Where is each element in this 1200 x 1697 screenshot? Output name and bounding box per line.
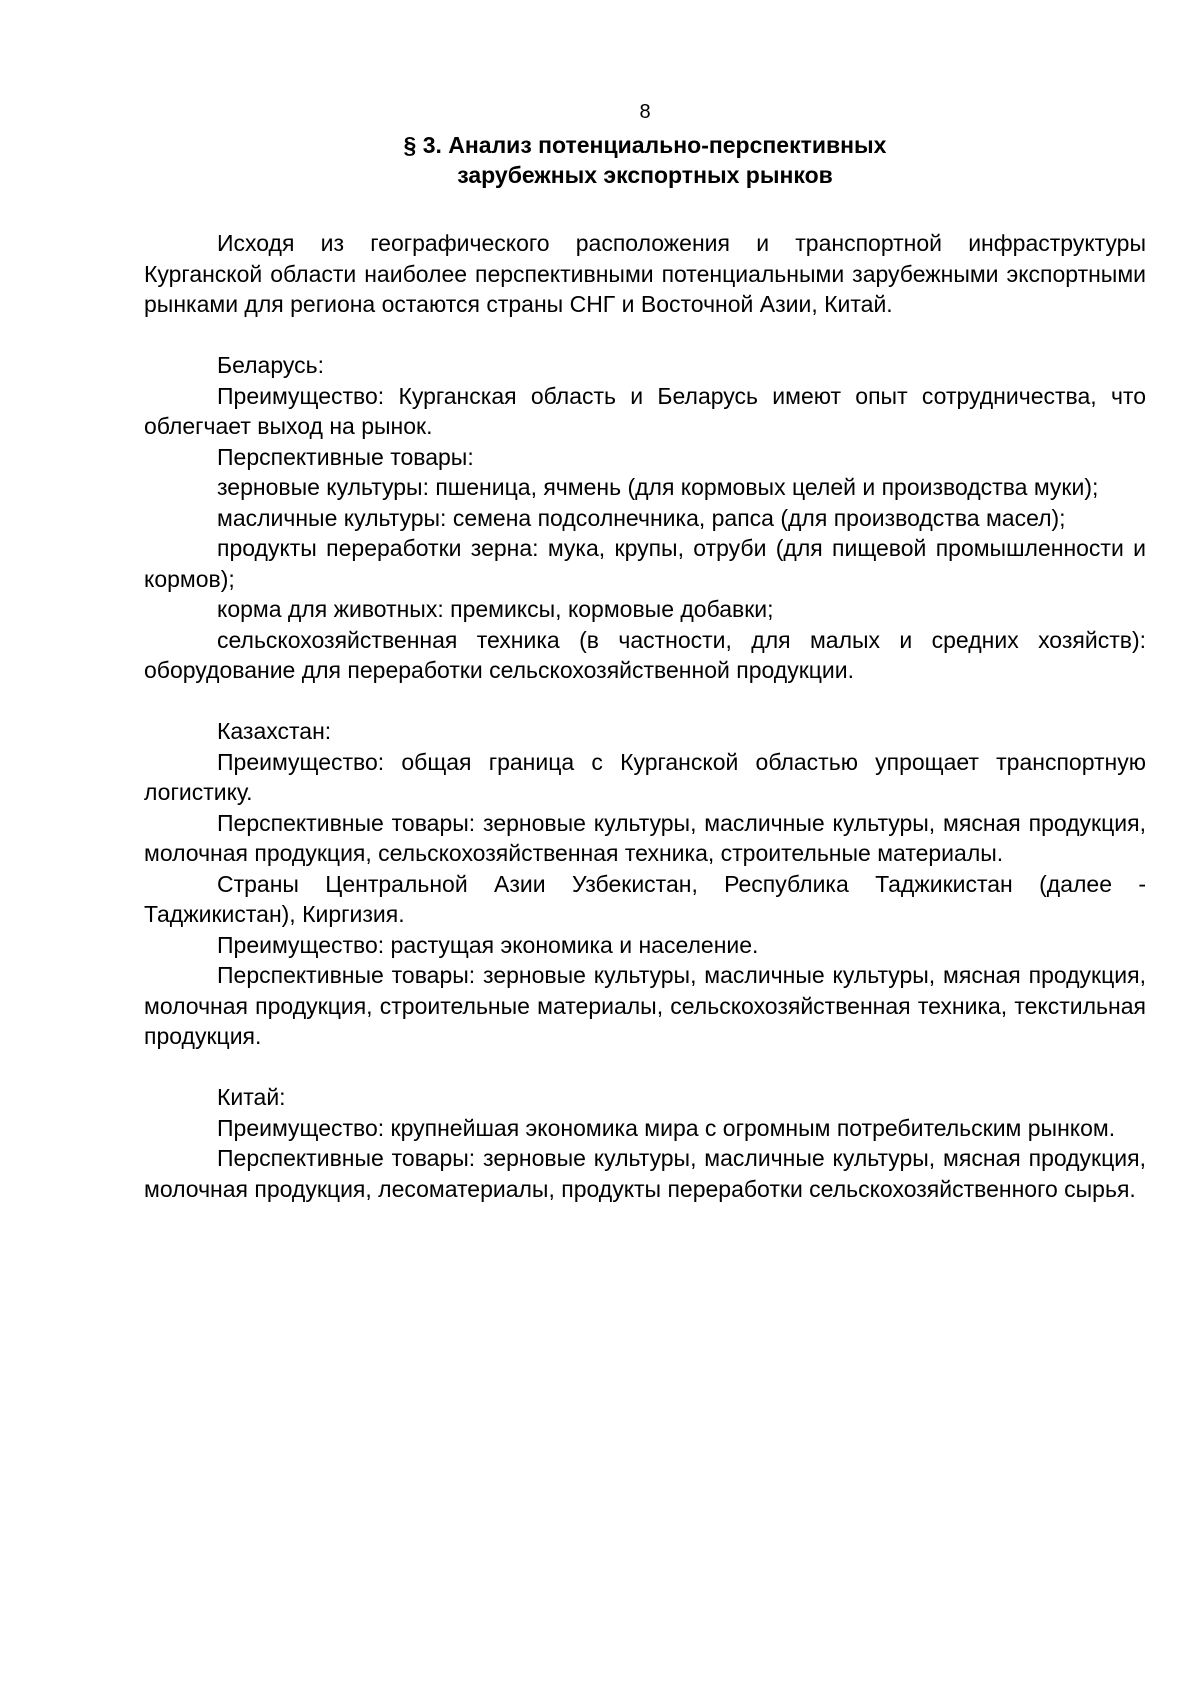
intro-paragraph: Исходя из географического расположения и транспортной инфраструктуры Курганской области наиболее перспективными потенциальными зарубежными экспортными рынками для региона остаются страны СНГ и Восточной Азии, Китай. — [144, 230, 1146, 317]
document-page — [144, 100, 1146, 1204]
spacer — [144, 320, 1146, 351]
page-number: 8 — [639, 101, 651, 123]
belarus-goods-item: сельскохозяйственная техника (в частности, для малых и средних хозяйств): оборудование для переработки сельскохозяйственной продукции. — [144, 626, 1146, 683]
belarus-goods-heading: Перспективные товары: — [217, 443, 474, 470]
belarus-advantage: Преимущество: Курганская область и Беларусь имеют опыт сотрудничества, что облегчает выход на рынок. — [144, 382, 1146, 439]
spacer — [144, 1052, 1146, 1083]
central-asia-goods: Перспективные товары: зерновые культуры, масличные культуры, мясная продукция, молочная продукция, строительные материалы, сельскохозяйственная техника, текстильная продукция. — [144, 962, 1146, 1049]
belarus-goods-item: масличные культуры: семена подсолнечника, рапса (для производства масел); — [217, 504, 1066, 531]
spacer — [144, 190, 1146, 228]
kazakhstan-advantage: Преимущество: общая граница с Курганской областью упрощает транспортную логистику. — [144, 748, 1146, 805]
belarus-goods-item: зерновые культуры: пшеница, ячмень (для кормовых целей и производства муки); — [217, 474, 1099, 500]
section-title-line-2: зарубежных экспортных рынков — [457, 162, 833, 188]
belarus-goods-item: продукты переработки зерна: мука, крупы, отруби (для пищевой промышленности и кормов); — [144, 535, 1146, 592]
kazakhstan-heading: Казахстан: — [217, 718, 332, 744]
central-asia-heading: Страны Центральной Азии Узбекистан, Республика Таджикистан (далее - Таджикистан), Киргизия. — [144, 870, 1146, 927]
central-asia-advantage: Преимущество: растущая экономика и население. — [217, 931, 759, 958]
spacer — [144, 686, 1146, 717]
kazakhstan-goods: Перспективные товары: зерновые культуры, масличные культуры, мясная продукция, молочная продукция, сельскохозяйственная техника, строительные материалы. — [144, 809, 1146, 866]
china-advantage: Преимущество: крупнейшая экономика мира с огромным потребительским рынком. — [217, 1114, 1116, 1141]
belarus-heading: Беларусь: — [217, 352, 324, 378]
china-goods: Перспективные товары: зерновые культуры, масличные культуры, мясная продукция, молочная продукция, лесоматериалы, продукты переработки сельскохозяйственного сырья. — [144, 1145, 1146, 1202]
belarus-goods-item: корма для животных: премиксы, кормовые добавки; — [217, 596, 774, 622]
section-title-line-1: § 3. Анализ потенциально-перспективных — [403, 132, 887, 158]
china-heading: Китай: — [217, 1084, 286, 1110]
